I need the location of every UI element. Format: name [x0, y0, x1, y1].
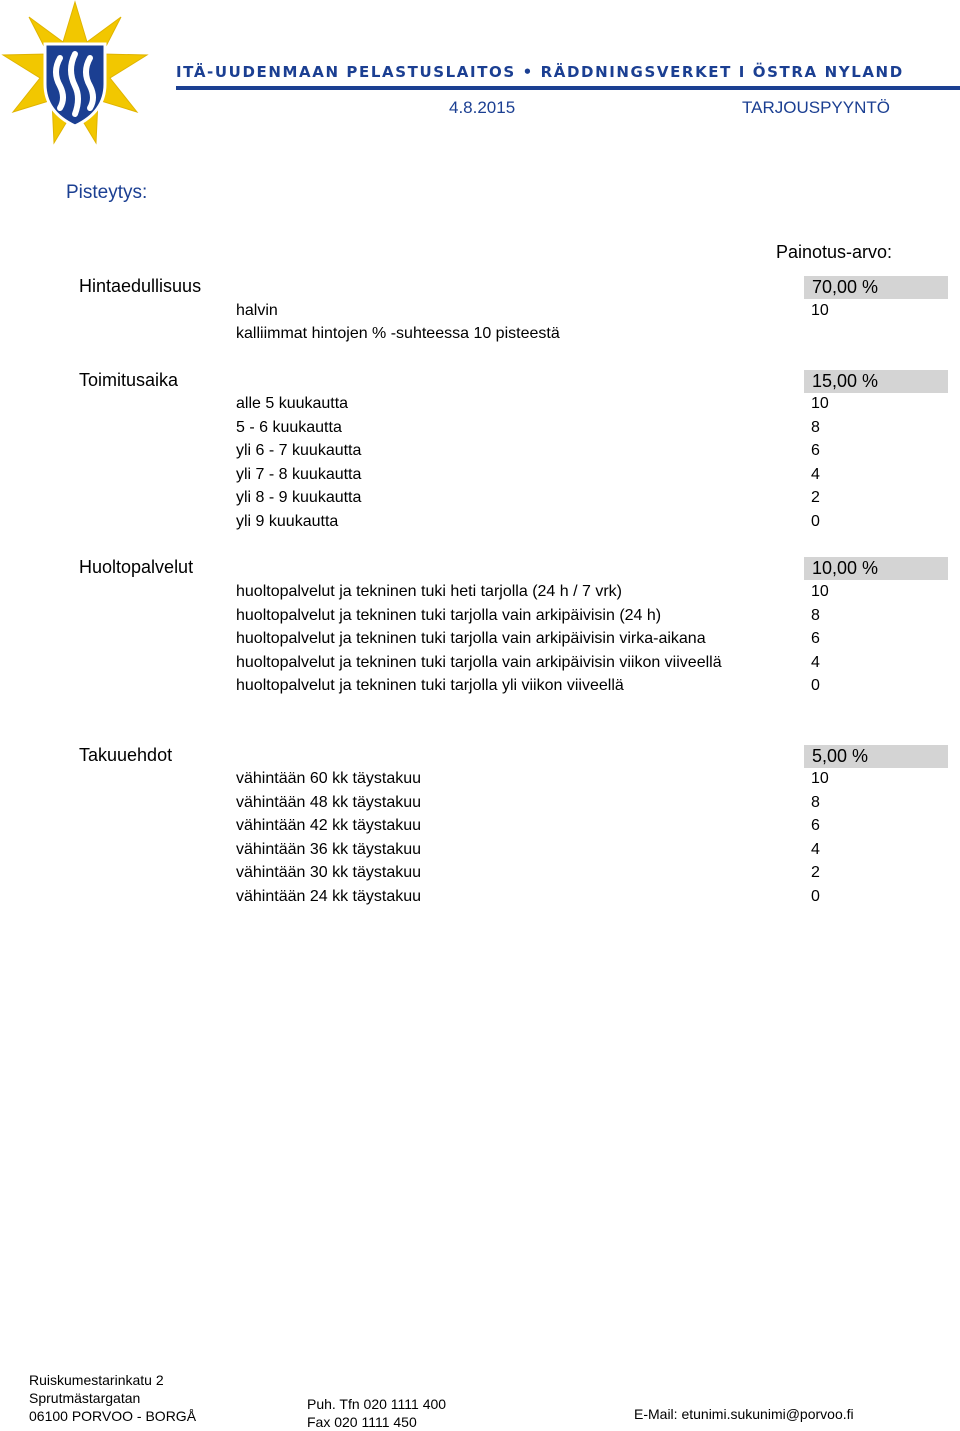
score-row-label: huoltopalvelut ja tekninen tuki heti tarjolla (24 h / 7 vrk)	[236, 583, 622, 600]
section-weight-delivery-time: 15,00 %	[804, 370, 948, 393]
score-row-value: 10	[811, 395, 829, 412]
score-row-label: huoltopalvelut ja tekninen tuki tarjolla yli viikon viiveellä	[236, 677, 624, 694]
score-row-label: kalliimmat hintojen % -suhteessa 10 pisteestä	[236, 325, 560, 342]
score-row-value: 8	[811, 419, 820, 436]
footer-postal: 06100 PORVOO - BORGÅ	[29, 1408, 197, 1424]
footer-contact	[307, 1395, 446, 1431]
score-row-label: yli 6 - 7 kuukautta	[236, 442, 362, 459]
score-row-value: 6	[811, 442, 820, 459]
section-title-warranty: Takuuehdot	[79, 745, 173, 765]
section-weight-warranty: 5,00 %	[804, 745, 948, 768]
footer-street-sv: Sprutmästargatan	[29, 1390, 141, 1406]
score-row-label: vähintään 42 kk täystakuu	[236, 817, 422, 834]
score-row-value: 4	[811, 841, 820, 858]
footer-fax: Fax 020 1111 450	[307, 1414, 417, 1430]
score-row-value: 8	[811, 607, 820, 624]
section-title-maintenance: Huoltopalvelut	[79, 557, 194, 577]
score-row-value: 6	[811, 817, 820, 834]
footer-street-fi: Ruiskumestarinkatu 2	[29, 1372, 164, 1388]
section-weight-price: 70,00 %	[804, 276, 948, 299]
score-row-label: vähintään 48 kk täystakuu	[236, 794, 422, 811]
section-title-delivery-time: Toimitusaika	[79, 370, 179, 390]
header-rule	[176, 86, 960, 90]
score-row-label: vähintään 60 kk täystakuu	[236, 770, 422, 787]
score-row-value: 4	[811, 654, 820, 671]
score-row-label: alle 5 kuukautta	[236, 395, 349, 412]
score-row-label: huoltopalvelut ja tekninen tuki tarjolla vain arkipäivisin viikon viiveellä	[236, 654, 722, 671]
weight-column-header: Painotus-arvo:	[776, 242, 893, 262]
organization-name: ITÄ-UUDENMAAN PELASTUSLAITOS • RÄDDNINGSVERKET I ÖSTRA NYLAND	[176, 63, 904, 81]
score-row-label: halvin	[236, 302, 278, 319]
document-date: 4.8.2015	[449, 98, 516, 117]
score-row-label: yli 9 kuukautta	[236, 513, 339, 530]
score-row-value: 4	[811, 466, 820, 483]
score-row-label: vähintään 24 kk täystakuu	[236, 888, 422, 905]
footer-email: E-Mail: etunimi.sukunimi@porvoo.fi	[634, 1406, 854, 1422]
score-row-value: 10	[811, 770, 829, 787]
score-row-value: 0	[811, 513, 820, 530]
score-row-value: 0	[811, 677, 820, 694]
page-title: Pisteytys:	[66, 182, 148, 203]
score-row-value: 10	[811, 583, 829, 600]
score-row-value: 10	[811, 302, 829, 319]
score-row-label: 5 - 6 kuukautta	[236, 419, 342, 436]
score-row-label: vähintään 30 kk täystakuu	[236, 864, 422, 881]
score-row-label: huoltopalvelut ja tekninen tuki tarjolla vain arkipäivisin virka-aikana	[236, 630, 706, 647]
rescue-department-star-logo	[0, 0, 150, 146]
score-row-value: 2	[811, 489, 820, 506]
score-row-value: 0	[811, 888, 820, 905]
score-row-value: 8	[811, 794, 820, 811]
score-row-label: yli 7 - 8 kuukautta	[236, 466, 362, 483]
document-type: TARJOUSPYYNTÖ	[742, 98, 890, 117]
score-row-label: vähintään 36 kk täystakuu	[236, 841, 422, 858]
score-row-value: 6	[811, 630, 820, 647]
section-title-price: Hintaedullisuus	[79, 276, 202, 296]
score-row-label: huoltopalvelut ja tekninen tuki tarjolla vain arkipäivisin (24 h)	[236, 607, 662, 624]
section-weight-maintenance: 10,00 %	[804, 557, 948, 580]
footer-address	[29, 1371, 196, 1425]
score-row-label: yli 8 - 9 kuukautta	[236, 489, 362, 506]
score-row-value: 2	[811, 864, 820, 881]
footer-phone: Puh. Tfn 020 1111 400	[307, 1396, 447, 1412]
